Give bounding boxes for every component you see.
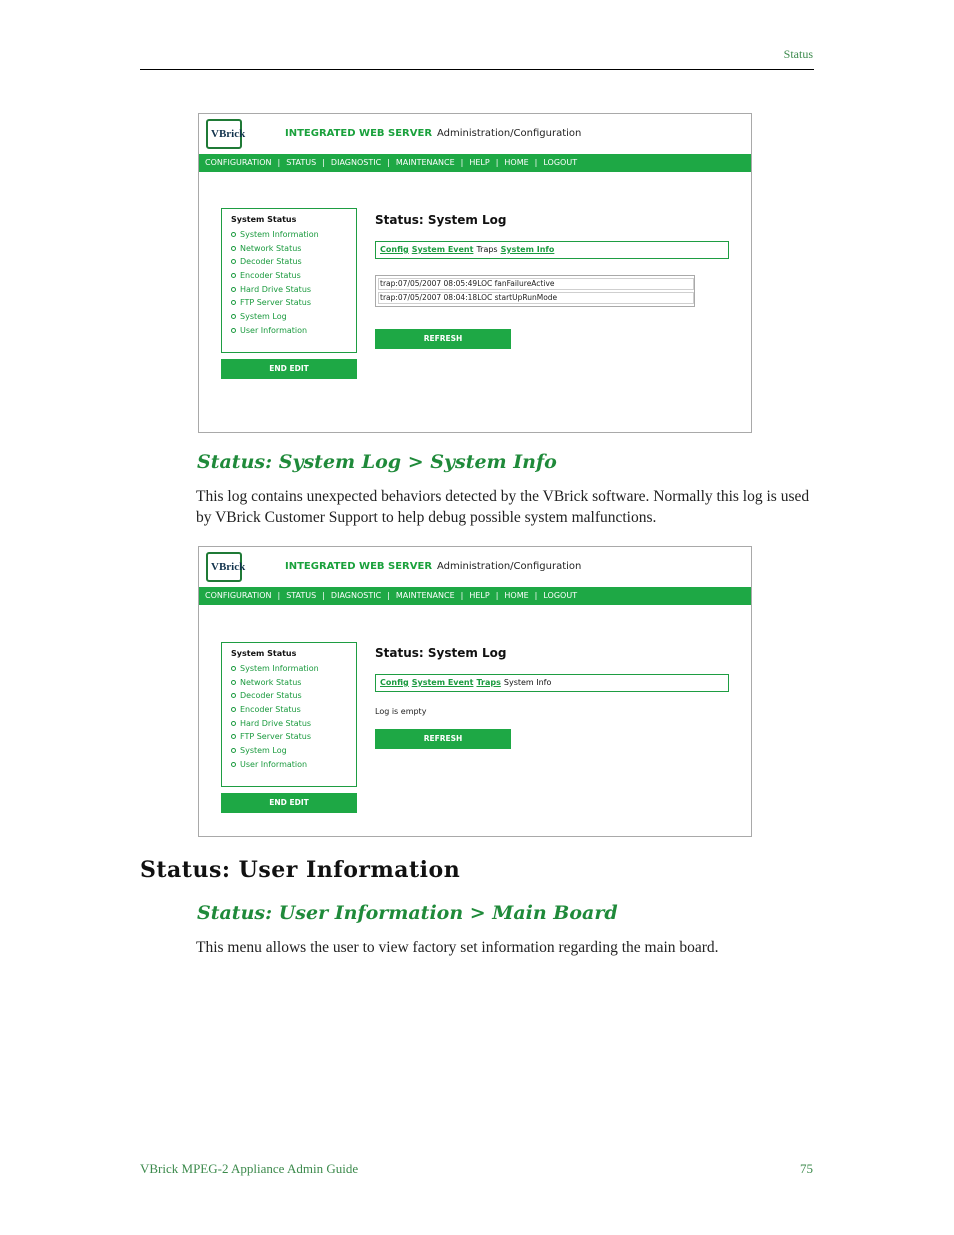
sidebar-item-label: Network Status	[240, 677, 302, 687]
nav-help[interactable]: HELP	[469, 591, 490, 600]
bullet-icon	[231, 273, 236, 278]
sidebar-item-label: System Log	[240, 746, 287, 756]
bullet-icon	[231, 300, 236, 305]
tab-system-info: System Info	[503, 678, 552, 687]
sidebar-item-label: System Information	[240, 664, 319, 673]
bullet-icon	[231, 259, 236, 264]
end-edit-button[interactable]: END EDIT	[221, 359, 357, 379]
screenshot-traps	[198, 113, 752, 433]
sidebar	[221, 208, 357, 353]
nav-home[interactable]: HOME	[504, 591, 529, 600]
nav-home[interactable]: HOME	[504, 158, 529, 167]
page-title: Status: System Log	[375, 213, 507, 227]
nav-diagnostic[interactable]: DIAGNOSTIC	[330, 158, 382, 167]
paragraph-main-board: This menu allows the user to view factory set information regarding the main board.	[196, 939, 719, 956]
nav-help[interactable]: HELP	[469, 158, 490, 167]
paragraph-system-info: This log contains unexpected behaviors detected by the VBrick software. Normally this log is used by VBrick Customer Support to help debug possible system malfunctions.	[196, 488, 810, 526]
refresh-button[interactable]: REFRESH	[375, 329, 511, 349]
empty-log-message: Log is empty	[375, 707, 427, 716]
bullet-icon	[231, 721, 236, 726]
sidebar-item-label: Network Status	[240, 243, 302, 253]
header-rule	[140, 69, 814, 70]
vbrick-logo[interactable]: VBrick	[206, 552, 242, 582]
tab-config[interactable]: Config	[380, 678, 409, 687]
end-edit-button[interactable]: END EDIT	[221, 793, 357, 813]
sidebar-item-label: Encoder Status	[240, 271, 301, 281]
sidebar-title: System Status	[231, 649, 297, 658]
log-line: trap:07/05/2007 08:04:18LOC startUpRunMode	[378, 292, 694, 304]
sidebar-item-label: User Information	[240, 759, 308, 769]
sidebar-item-label: Decoder Status	[240, 257, 302, 267]
bullet-icon	[231, 232, 236, 237]
sidebar-item-hard-drive-status[interactable]	[222, 717, 356, 731]
tab-config[interactable]: Config	[380, 245, 409, 254]
sidebar-item-network-status[interactable]	[222, 242, 356, 256]
heading-system-info: Status: System Log > System Info	[197, 451, 557, 473]
tab-system-event[interactable]: System Event	[411, 678, 474, 687]
nav-logout[interactable]: LOGOUT	[543, 158, 578, 167]
nav-status[interactable]: STATUS	[286, 591, 317, 600]
bullet-icon	[231, 680, 236, 685]
sidebar-item-ftp-server-status[interactable]	[222, 296, 356, 310]
nav-maintenance[interactable]: MAINTENANCE	[395, 158, 455, 167]
bullet-icon	[231, 734, 236, 739]
bullet-icon	[231, 246, 236, 251]
tab-traps[interactable]: Traps	[476, 678, 501, 687]
nav-bar: CONFIGURATION | STATUS | DIAGNOSTIC | MAINTENANCE | HELP | HOME | LOGOUT	[199, 154, 751, 172]
sidebar-item-label: FTP Server Status	[240, 732, 311, 742]
nav-bar: CONFIGURATION | STATUS | DIAGNOSTIC | MAINTENANCE | HELP | HOME | LOGOUT	[199, 587, 751, 605]
sidebar	[221, 642, 357, 787]
bullet-icon	[231, 666, 236, 671]
sidebar-item-encoder-status[interactable]	[222, 269, 356, 283]
sidebar-item-system-log[interactable]	[222, 310, 356, 324]
bullet-icon	[231, 762, 236, 767]
vbrick-logo[interactable]: VBrick	[206, 119, 242, 149]
bullet-icon	[231, 707, 236, 712]
sidebar-item-label: Encoder Status	[240, 705, 301, 715]
sidebar-item-ftp-server-status[interactable]	[222, 730, 356, 744]
log-tabs	[375, 674, 729, 692]
tab-traps: Traps	[476, 245, 498, 254]
tab-system-info[interactable]: System Info	[500, 245, 555, 254]
nav-status[interactable]: STATUS	[286, 158, 317, 167]
running-header: Status	[783, 47, 813, 61]
sidebar-item-decoder-status[interactable]	[222, 255, 356, 269]
sidebar-item-label: FTP Server Status	[240, 298, 311, 308]
sidebar-item-label: Hard Drive Status	[240, 718, 312, 728]
brand-subtitle: Administration/Configuration	[437, 128, 582, 139]
sidebar-item-network-status[interactable]	[222, 676, 356, 690]
footer-guide-title: VBrick MPEG-2 Appliance Admin Guide	[140, 1161, 359, 1176]
nav-configuration[interactable]: CONFIGURATION	[205, 158, 272, 167]
nav-diagnostic[interactable]: DIAGNOSTIC	[330, 591, 382, 600]
sidebar-item-hard-drive-status[interactable]	[222, 283, 356, 297]
sidebar-item-label: System Log	[240, 312, 287, 322]
bullet-icon	[231, 748, 236, 753]
sidebar-item-label: Hard Drive Status	[240, 284, 312, 294]
bullet-icon	[231, 287, 236, 292]
brand-title: INTEGRATED WEB SERVER	[285, 561, 433, 572]
sidebar-item-encoder-status[interactable]	[222, 703, 356, 717]
bullet-icon	[231, 314, 236, 319]
screenshot-system-info	[198, 546, 752, 837]
tab-system-event[interactable]: System Event	[411, 245, 474, 254]
page-title: Status: System Log	[375, 646, 507, 660]
sidebar-item-system-information[interactable]	[222, 228, 356, 242]
brand-title: INTEGRATED WEB SERVER	[285, 128, 433, 139]
brand-subtitle: Administration/Configuration	[437, 561, 582, 572]
log-list[interactable]	[375, 275, 695, 307]
sidebar-item-label: User Information	[240, 325, 308, 335]
log-tabs	[375, 241, 729, 259]
sidebar-title: System Status	[231, 215, 297, 224]
heading-main-board: Status: User Information > Main Board	[197, 902, 618, 924]
nav-logout[interactable]: LOGOUT	[543, 591, 578, 600]
bullet-icon	[231, 328, 236, 333]
sidebar-item-label: System Information	[240, 230, 319, 239]
sidebar-item-user-information[interactable]	[222, 758, 356, 772]
sidebar-item-system-log[interactable]	[222, 744, 356, 758]
nav-configuration[interactable]: CONFIGURATION	[205, 591, 272, 600]
log-line: trap:07/05/2007 08:05:49LOC fanFailureActive	[378, 278, 694, 290]
refresh-button[interactable]: REFRESH	[375, 729, 511, 749]
sidebar-item-decoder-status[interactable]	[222, 689, 356, 703]
nav-maintenance[interactable]: MAINTENANCE	[395, 591, 455, 600]
footer-page-number: 75	[800, 1161, 813, 1176]
heading-user-information: Status: User Information	[140, 857, 461, 883]
sidebar-item-user-information[interactable]	[222, 324, 356, 338]
bullet-icon	[231, 693, 236, 698]
sidebar-item-label: Decoder Status	[240, 691, 302, 701]
sidebar-item-system-information[interactable]	[222, 662, 356, 676]
